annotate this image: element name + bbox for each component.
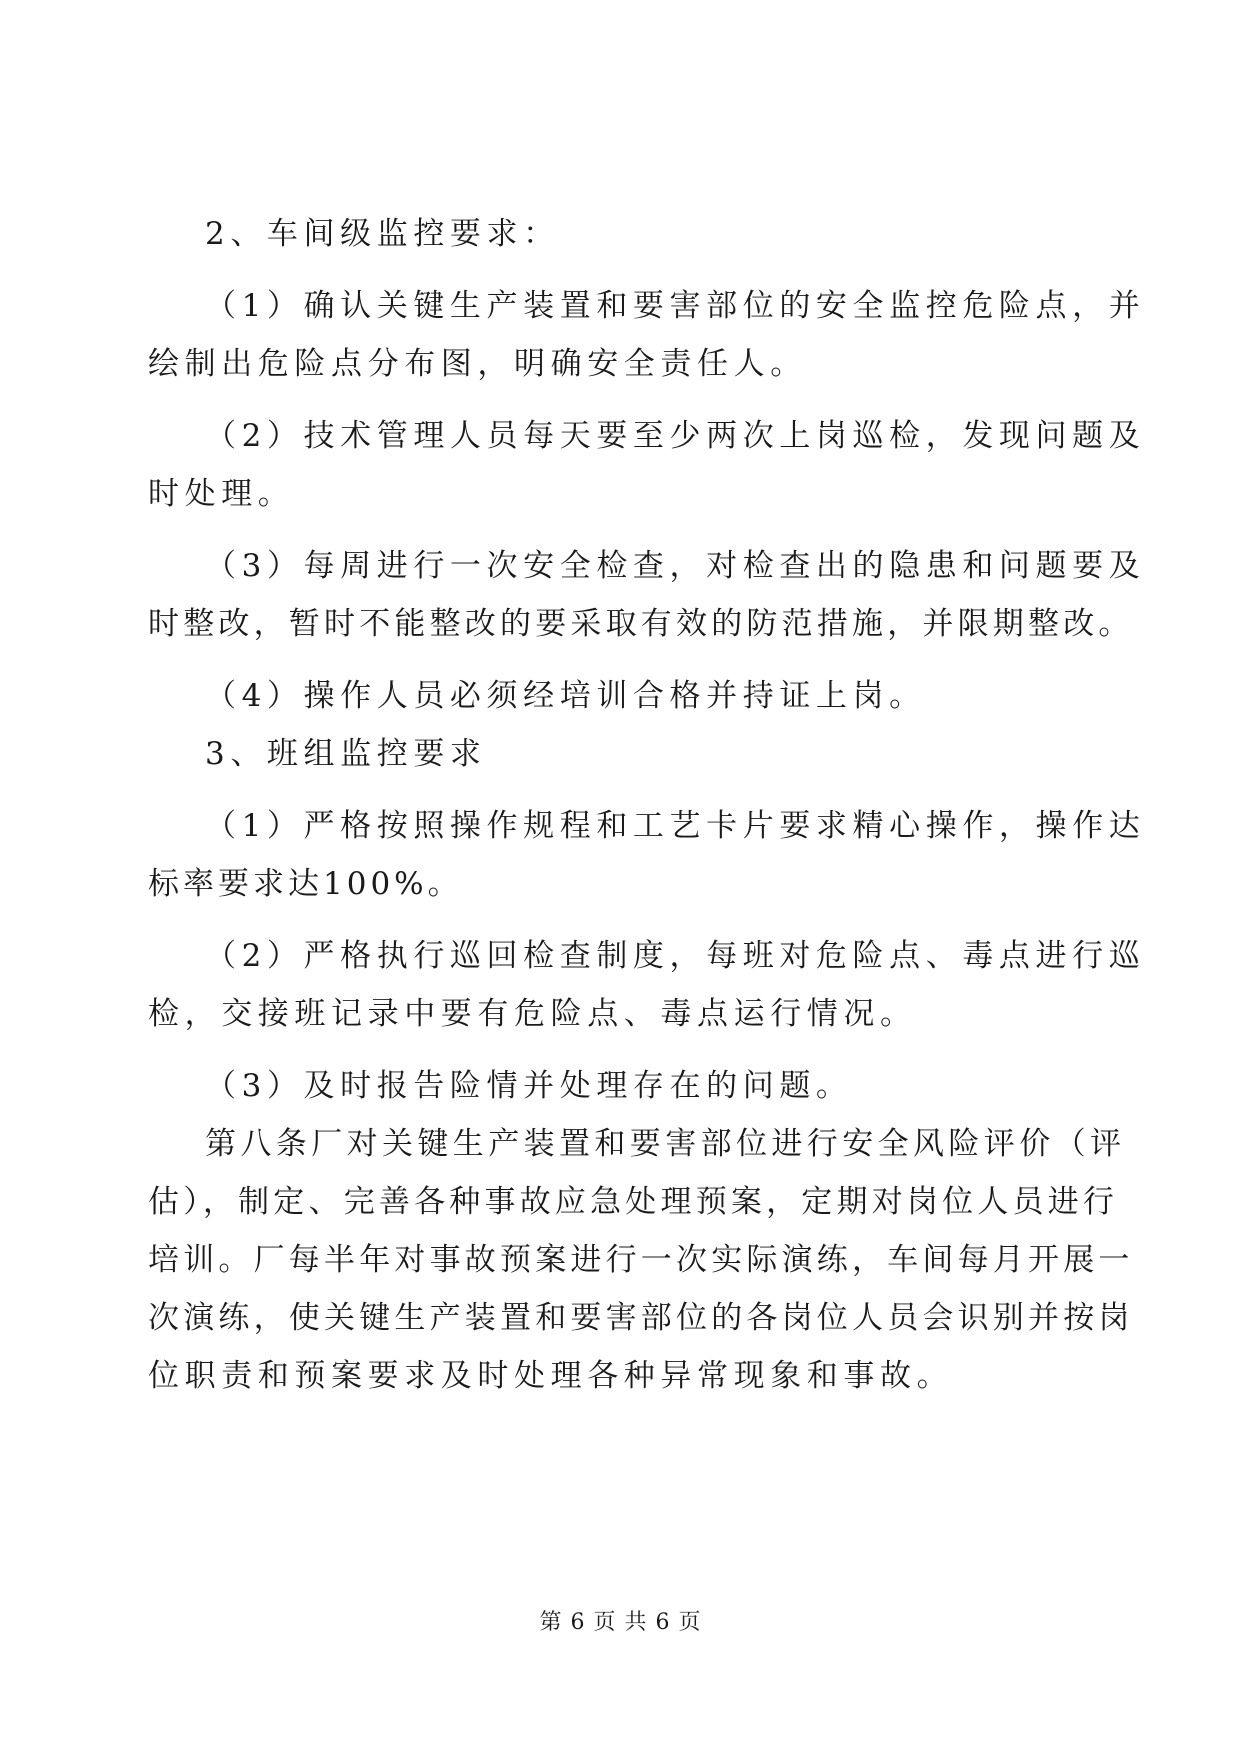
paragraph-line: 培训。厂每半年对事故预案进行一次实际演练，车间每月开展一 <box>148 1242 1134 1278</box>
paragraph-line: （3）及时报告险情并处理存在的问题。 <box>205 1068 853 1104</box>
paragraph-line: 标率要求达100%。 <box>148 866 463 902</box>
paragraph-line: （2）技术管理人员每天要至少两次上岗巡检，发现问题及 <box>205 418 1146 454</box>
paragraph-line: （2）严格执行巡回检查制度，每班对危险点、毒点进行巡 <box>205 938 1146 974</box>
paragraph-line: 位职责和预案要求及时处理各种异常现象和事故。 <box>148 1358 954 1394</box>
section-heading: 3、班组监控要求 <box>205 736 487 772</box>
section-heading: 2、车间级监控要求： <box>205 216 560 252</box>
paragraph-line: 绘制出危险点分布图，明确安全责任人。 <box>148 346 807 382</box>
paragraph-line: （3）每周进行一次安全检查，对检查出的隐患和问题要及 <box>205 548 1146 584</box>
paragraph-line: 第八条厂对关键生产装置和要害部位进行安全风险评价（评 <box>205 1126 1126 1162</box>
paragraph-line: 时处理。 <box>148 476 295 512</box>
page-number-footer: 第 6 页 共 6 页 <box>539 1610 702 1635</box>
paragraph-line: （1）确认关键生产装置和要害部位的安全监控危险点，并 <box>205 288 1146 324</box>
paragraph-line: 时整改，暂时不能整改的要采取有效的防范措施，并限期整改。 <box>148 606 1134 642</box>
paragraph-line: 次演练，使关键生产装置和要害部位的各岗位人员会识别并按岗 <box>148 1300 1134 1336</box>
paragraph-line: （4）操作人员必须经培训合格并持证上岗。 <box>205 678 926 714</box>
paragraph-line: （1）严格按照操作规程和工艺卡片要求精心操作，操作达 <box>205 808 1146 844</box>
paragraph-line: 检，交接班记录中要有危险点、毒点运行情况。 <box>148 996 917 1032</box>
paragraph-line: 估），制定、完善各种事故应急处理预案，定期对岗位人员进行 <box>148 1184 1119 1220</box>
